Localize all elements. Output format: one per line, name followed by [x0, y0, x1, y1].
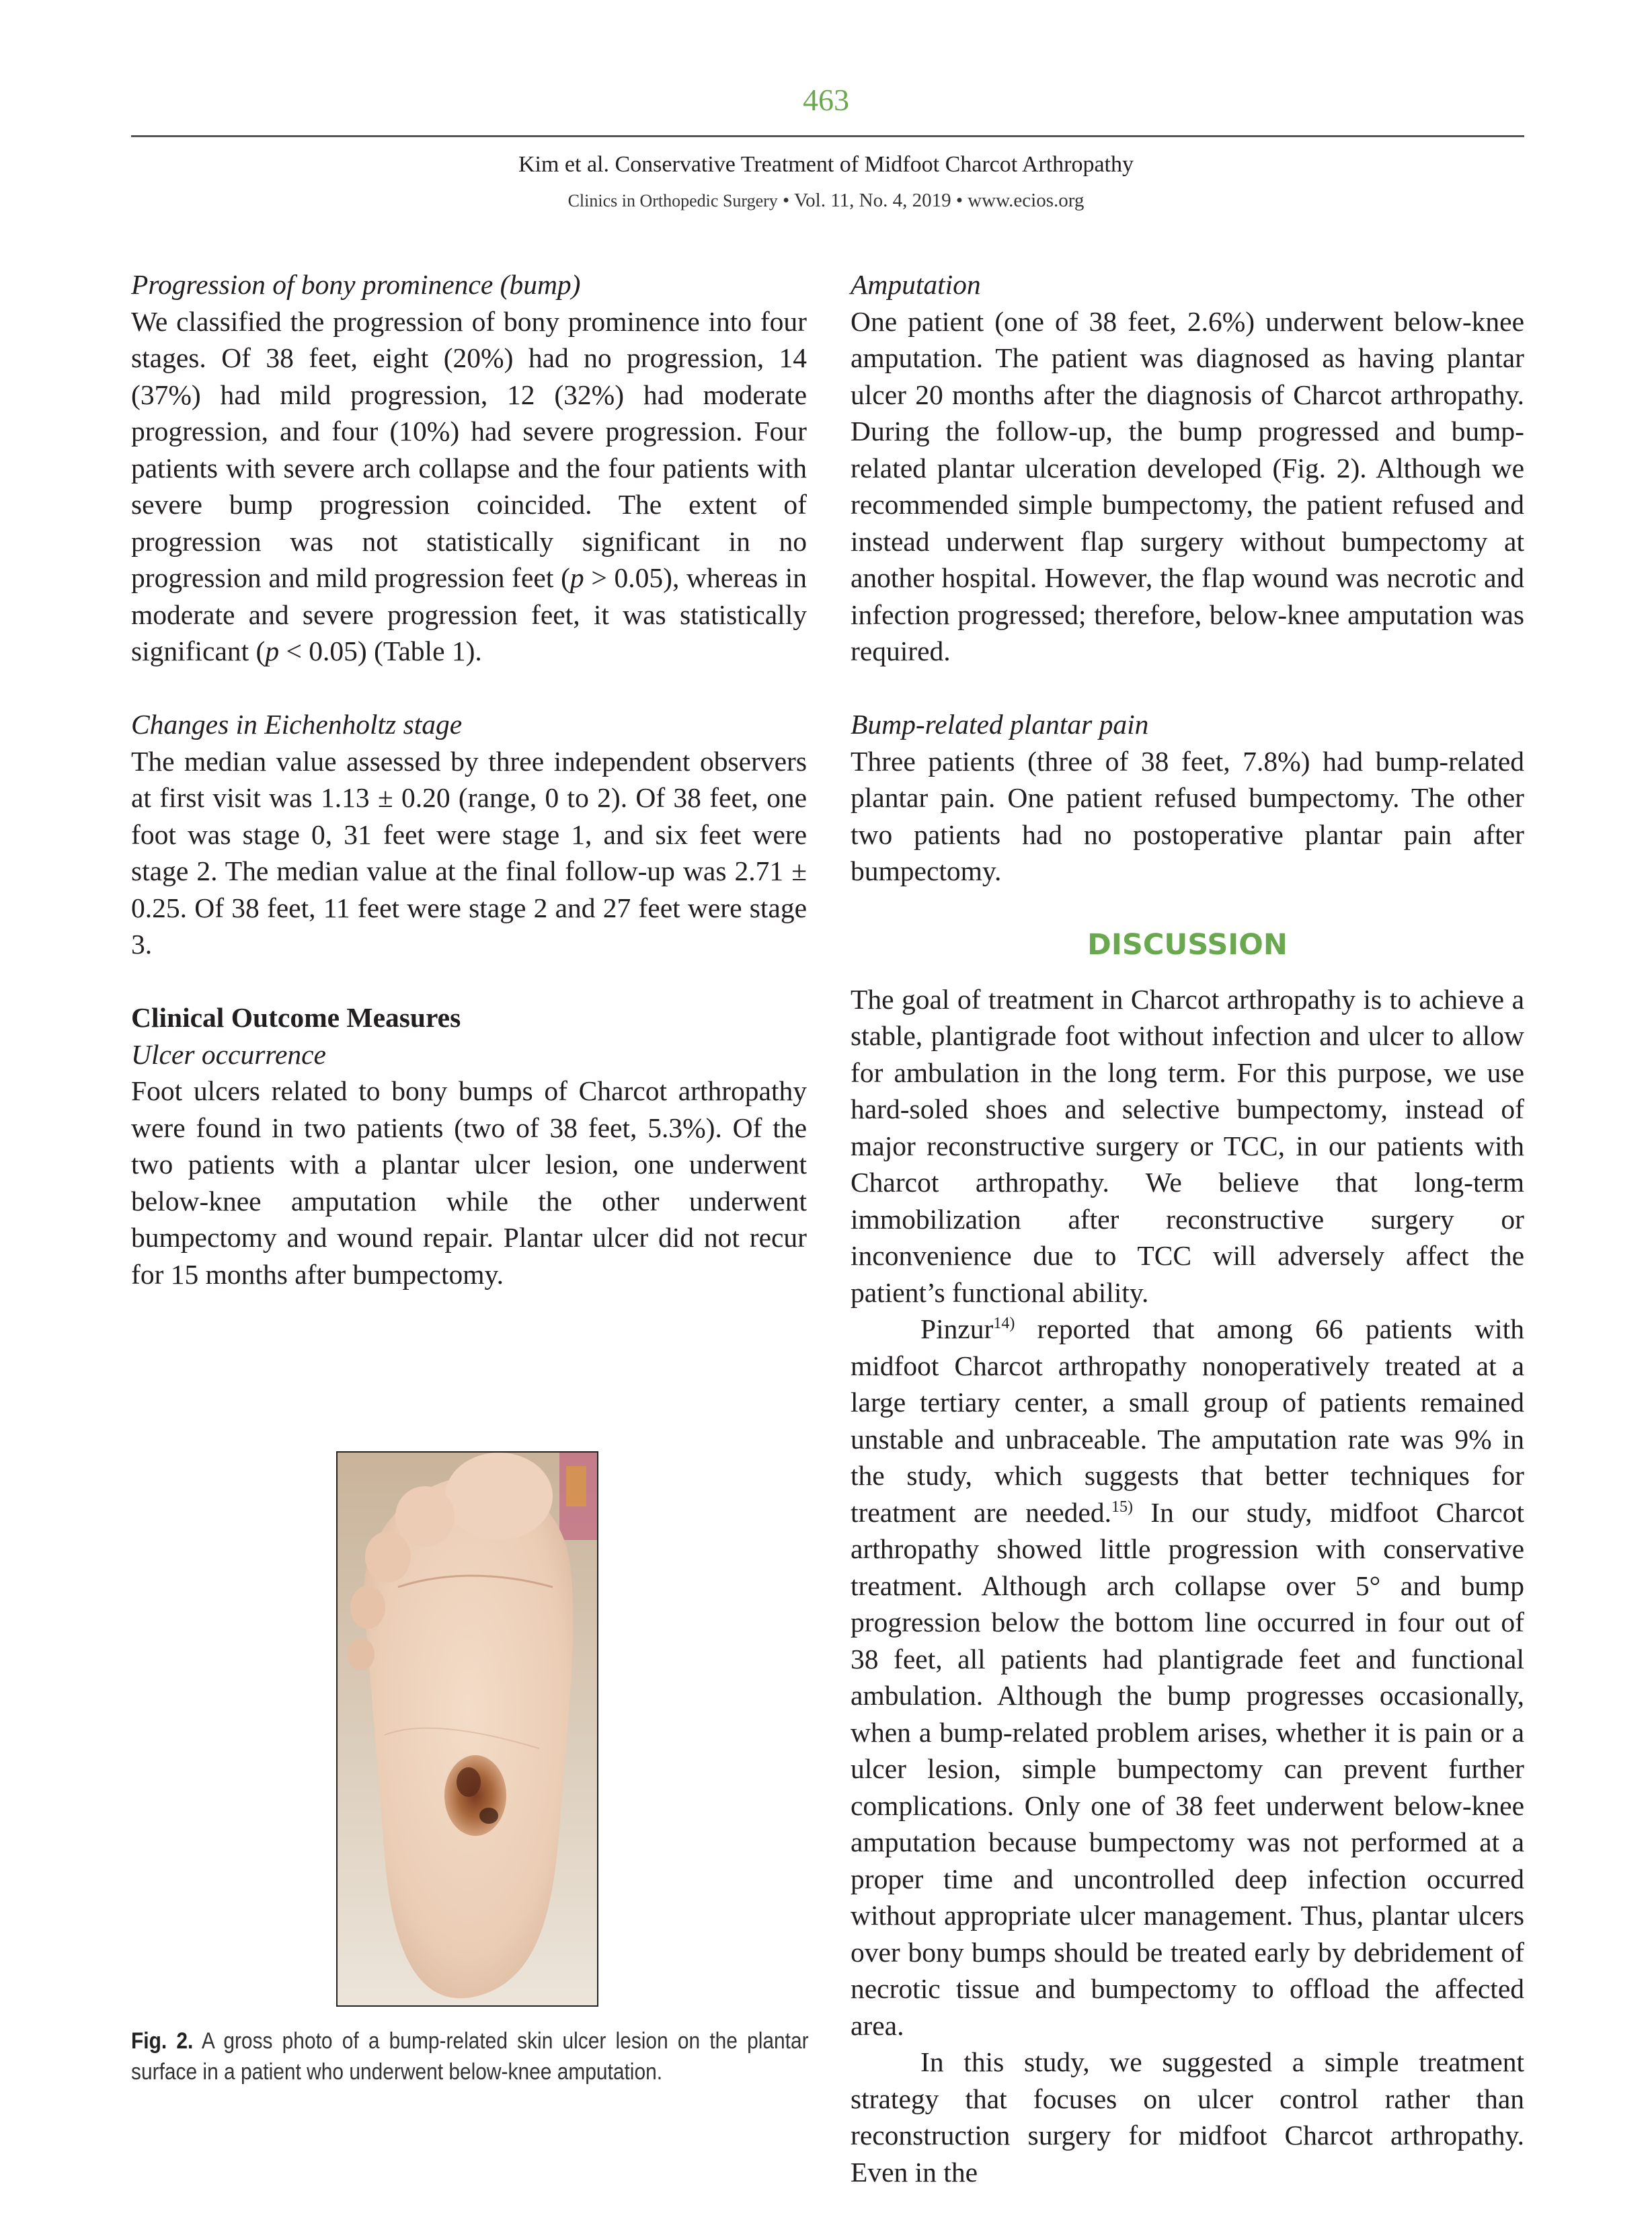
- plantar-pain-heading: Bump-related plantar pain: [851, 709, 1149, 740]
- discussion-heading: DISCUSSION: [1087, 927, 1288, 962]
- running-title: Kim et al. Conservative Treatment of Midfoot Charcot Arthropathy: [518, 152, 1134, 177]
- amputation-heading: Amputation: [851, 269, 981, 300]
- foot-ulcer-photo: [336, 1451, 598, 2007]
- right-column: [851, 266, 1524, 2190]
- journal-name: Clinics in Orthopedic Surgery: [567, 191, 778, 210]
- figure-label: Fig. 2.: [131, 2028, 194, 2054]
- ulcer-occurrence-heading: Ulcer occurrence: [131, 1038, 326, 1070]
- citation-14: 14): [993, 1315, 1015, 1333]
- left-column: [131, 266, 807, 1293]
- ulcer-occurrence-paragraph: Foot ulcers related to bony bumps of Charcot arthropathy were found in two patients (two of 38 feet, 5.3%). Of the two patients with a plantar ulcer lesion, one underwent below-knee amputation while the other underwent bumpectomy and wound repair. Plantar ulcer did not recur for 15 months after bumpectomy.: [131, 1075, 807, 1290]
- amputation-paragraph: One patient (one of 38 feet, 2.6%) underwent below-knee amputation. The patient was diagnosed as having plantar ulcer 20 months after the diagnosis of Charcot arthropathy. During the follow-up, the bump progressed and bump-related plantar ulceration developed (Fig. 2). Although we recommended simple bumpectomy, the patient refused and instead underwent flap surgery without bumpectomy at another hospital. However, the flap wound was necrotic and infection progressed; therefore, below-knee amputation was required.: [851, 305, 1524, 666]
- eichenholtz-paragraph: The median value assessed by three independent observers at first visit was 1.13 ± 0.20 (range, 0 to 2). Of 38 feet, one foot was stage 0, 31 feet were stage 1, and six feet were stage 2. The median value at the final follow-up was 2.71 ± 0.25. Of 38 feet, 11 feet were stage 2 and 27 feet were stage 3.: [131, 745, 807, 960]
- bump-progression-paragraph: We classified the progression of bony prominence into four stages. Of 38 feet, eight (20%) had no progression, 14 (37%) had mild progression, 12 (32%) had moderate progression, and four (10%) had severe progression. Four patients with severe arch collapse and the four patients with severe bump progression coincided. The extent of progression was not statistically significant in no progression and mild progression feet (p > 0.05), whereas in moderate and severe progression feet, it was statistically significant (p < 0.05) (Table 1).: [131, 305, 807, 666]
- journal-details: Vol. 11, No. 4, 2019 • www.ecios.org: [793, 190, 1085, 211]
- discussion-paragraph-1: The goal of treatment in Charcot arthropathy is to achieve a stable, plantigrade foot without infection and ulcer to allow for ambulation in the long term. For this purpose, we use hard-soled shoes and selective bumpectomy, instead of major reconstructive surgery or TCC, in our patients with Charcot arthropathy. We believe that long-term immobilization after reconstructive surgery or inconvenience due to TCC will adversely affect the patient’s functional ability.: [851, 983, 1524, 1308]
- header-divider: [131, 135, 1524, 137]
- citation-15: 15): [1111, 1498, 1133, 1516]
- figure-caption: Fig. 2. A gross photo of a bump-related skin ulcer lesion on the plantar surface in a patient who underwent below-knee amputation.: [131, 2028, 809, 2085]
- discussion-paragraph-3: In this study, we suggested a simple treatment strategy that focuses on ulcer control rather than reconstruction surgery for midfoot Charcot arthropathy. Even in the: [851, 2046, 1524, 2188]
- plantar-pain-paragraph: Three patients (three of 38 feet, 7.8%) had bump-related plantar pain. One patient refused bumpectomy. The other two patients had no postoperative plantar pain after bumpectomy.: [851, 745, 1524, 886]
- page-number: 463: [803, 83, 849, 117]
- bump-progression-heading: Progression of bony prominence (bump): [131, 269, 581, 300]
- discussion-paragraph-2: Pinzur$^{14)}$ reported that among 66 patients with midfoot Charcot arthropathy nonoperatively treated at a large tertiary center, a small group of patients remained unstable and unbraceable. The amputation rate was 9% in the study, which suggests that better techniques for treatment are needed.$^{15)}$ In our study, midfoot Charcot arthropathy showed little progression with conservative treatment. Although arch collapse over 5° and bump progression below the bottom line occurred in four out of 38 feet, all patients had plantigrade feet and functional ambulation. Although the bump progresses occasionally, when a bump-related problem arises, whether it is pain or a ulcer lesion, simple bumpectomy can prevent further complications. Only one of 38 feet underwent below-knee amputation because bumpectomy was not performed at a proper time and uncontrolled deep infection occurred without appropriate ulcer management. Thus, plantar ulcers over bony bumps should be treated early by debridement of necrotic tissue and bumpectomy to offload the affected area.: [851, 1313, 1524, 2041]
- eichenholtz-heading: Changes in Eichenholtz stage: [131, 709, 463, 740]
- journal-info: Clinics in Orthopedic Surgery • Vol. 11, No. 4, 2019 • www.ecios.org: [567, 190, 1085, 211]
- clinical-outcome-heading: Clinical Outcome Measures: [131, 1002, 461, 1033]
